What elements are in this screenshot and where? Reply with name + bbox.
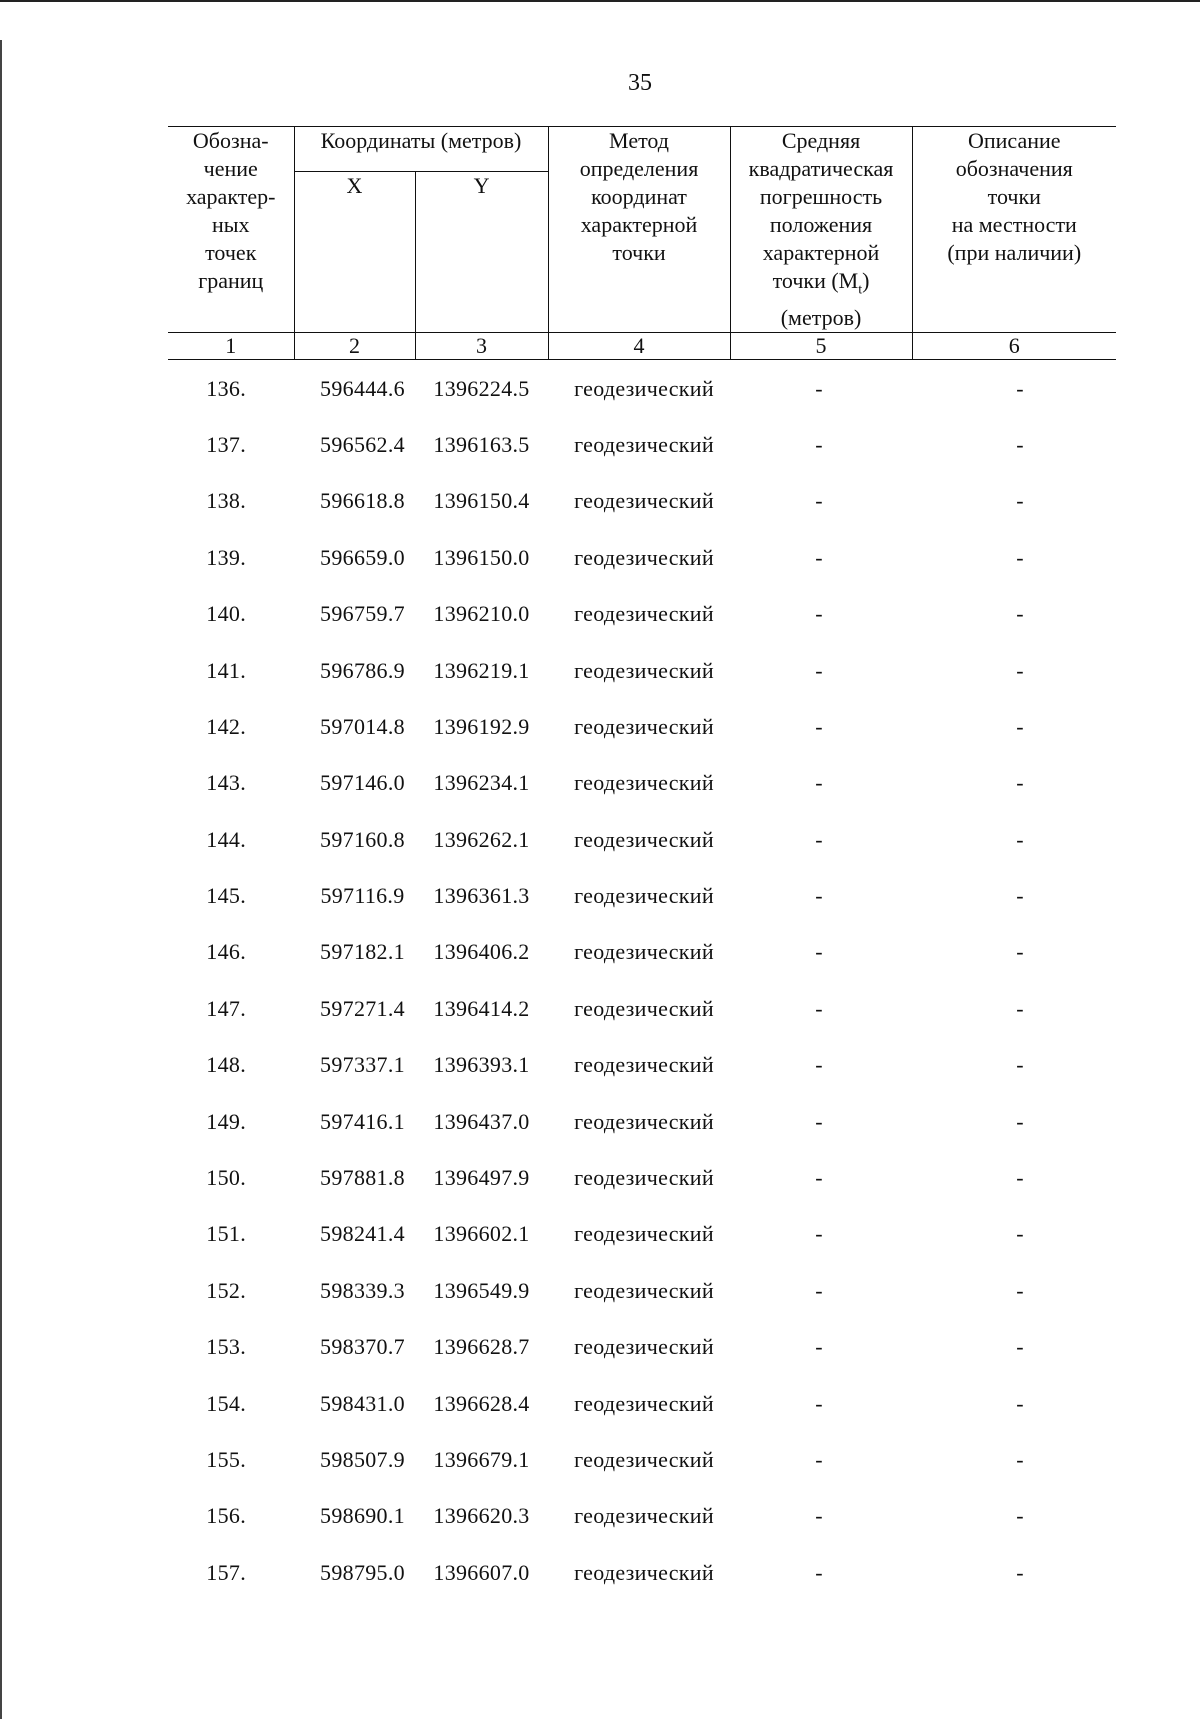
table-row bbox=[168, 1432, 1116, 1488]
table-row bbox=[168, 1375, 1116, 1431]
point-number-cell: 147. bbox=[206, 995, 246, 1021]
header-coordinates-group: Координаты (метров) bbox=[294, 127, 548, 172]
point-number-cell: 137. bbox=[206, 431, 246, 457]
point-number-cell: 149. bbox=[206, 1108, 246, 1134]
column-number: 1 bbox=[168, 333, 294, 360]
coord-x-cell: 596562.4 bbox=[320, 431, 405, 457]
method-cell: геодезический bbox=[574, 1334, 714, 1360]
description-cell: - bbox=[1016, 1052, 1024, 1078]
point-number-cell: 138. bbox=[206, 488, 246, 514]
coord-y-cell: 1396393.1 bbox=[433, 1052, 530, 1078]
coord-x-cell: 597182.1 bbox=[320, 939, 405, 965]
description-cell: - bbox=[1016, 1277, 1024, 1303]
coord-x-cell: 596786.9 bbox=[320, 657, 405, 683]
coord-y-cell: 1396163.5 bbox=[433, 431, 530, 457]
page-top-border bbox=[0, 0, 1200, 2]
table-row bbox=[168, 868, 1116, 924]
mean-square-error-cell: - bbox=[815, 826, 823, 852]
coord-x-cell: 596659.0 bbox=[320, 544, 405, 570]
point-number-cell: 156. bbox=[206, 1503, 246, 1529]
mean-square-error-cell: - bbox=[815, 1447, 823, 1472]
column-number: 3 bbox=[415, 333, 548, 360]
method-cell: геодезический bbox=[574, 1165, 714, 1191]
mean-square-error-cell: - bbox=[815, 770, 823, 796]
coord-x-cell: 597337.1 bbox=[320, 1052, 405, 1078]
page-number-text: 35 bbox=[628, 70, 652, 96]
table-row bbox=[168, 360, 1116, 417]
method-cell: геодезический bbox=[574, 1559, 714, 1585]
description-cell: - bbox=[1016, 657, 1024, 683]
method-cell: геодезический bbox=[574, 1390, 714, 1416]
method-cell: геодезический bbox=[574, 883, 714, 909]
method-cell: геодезический bbox=[574, 601, 714, 627]
method-cell: геодезический bbox=[574, 713, 714, 739]
coord-y-cell: 1396679.1 bbox=[433, 1447, 530, 1472]
column-number: 6 bbox=[912, 333, 1116, 360]
method-cell: геодезический bbox=[574, 939, 714, 965]
coord-y-cell: 1396607.0 bbox=[433, 1559, 530, 1585]
coord-x-cell: 598339.3 bbox=[320, 1277, 405, 1303]
point-number-cell: 142. bbox=[206, 713, 246, 739]
point-number-cell: 151. bbox=[206, 1221, 246, 1247]
mean-square-error-cell: - bbox=[815, 431, 823, 457]
coord-x-cell: 598507.9 bbox=[320, 1447, 405, 1472]
description-cell: - bbox=[1016, 713, 1024, 739]
point-number-cell: 148. bbox=[206, 1052, 246, 1078]
header-description: Описание обозначения точки на местности (при наличии) bbox=[912, 127, 1116, 333]
method-cell: геодезический bbox=[574, 1277, 714, 1303]
coord-x-cell: 597271.4 bbox=[320, 995, 405, 1021]
coord-x-cell: 598370.7 bbox=[320, 1334, 405, 1360]
mean-square-error-cell: - bbox=[815, 1277, 823, 1303]
mean-square-error-cell: - bbox=[815, 375, 823, 401]
coord-x-cell: 596759.7 bbox=[320, 601, 405, 627]
mean-square-error-cell: - bbox=[815, 1165, 823, 1191]
header-x: X bbox=[294, 172, 415, 333]
coord-y-cell: 1396602.1 bbox=[433, 1221, 530, 1247]
coord-y-cell: 1396406.2 bbox=[433, 939, 530, 965]
description-cell: - bbox=[1016, 883, 1024, 909]
coord-y-cell: 1396210.0 bbox=[433, 601, 530, 627]
point-number-cell: 146. bbox=[206, 939, 246, 965]
coord-y-cell: 1396361.3 bbox=[433, 883, 530, 909]
point-number-cell: 141. bbox=[206, 657, 246, 683]
coord-x-cell: 598690.1 bbox=[320, 1503, 405, 1529]
table-row bbox=[168, 699, 1116, 755]
header-mean-square-error: Средняя квадратическая погрешность положения характерной точки $(M_t)$ (метров) bbox=[730, 127, 912, 333]
description-cell: - bbox=[1016, 601, 1024, 627]
coord-y-cell: 1396234.1 bbox=[433, 770, 530, 796]
mean-square-error-cell: - bbox=[815, 657, 823, 683]
description-cell: - bbox=[1016, 1334, 1024, 1360]
coord-x-cell: 596444.6 bbox=[320, 375, 405, 401]
description-cell: - bbox=[1016, 1503, 1024, 1529]
method-cell: геодезический bbox=[574, 826, 714, 852]
table-row bbox=[168, 1206, 1116, 1262]
coord-y-cell: 1396628.7 bbox=[433, 1334, 530, 1360]
coord-y-cell: 1396414.2 bbox=[433, 995, 530, 1021]
table-row bbox=[168, 417, 1116, 473]
point-number-cell: 136. bbox=[206, 375, 246, 401]
point-number-cell: 143. bbox=[206, 770, 246, 796]
table-row bbox=[168, 586, 1116, 642]
mean-square-error-cell: - bbox=[815, 1559, 823, 1585]
description-cell: - bbox=[1016, 431, 1024, 457]
coord-x-cell: 597160.8 bbox=[320, 826, 405, 852]
method-cell: геодезический bbox=[574, 1052, 714, 1078]
method-cell: геодезический bbox=[574, 544, 714, 570]
table-row bbox=[168, 1545, 1116, 1601]
point-number-cell: 152. bbox=[206, 1277, 246, 1303]
column-number: 5 bbox=[730, 333, 912, 360]
table-row bbox=[168, 1037, 1116, 1093]
header-y: Y bbox=[415, 172, 548, 333]
table-row bbox=[168, 755, 1116, 811]
coord-y-cell: 1396224.5 bbox=[433, 375, 530, 401]
mean-square-error-cell: - bbox=[815, 1108, 823, 1134]
description-cell: - bbox=[1016, 544, 1024, 570]
mean-square-error-cell: - bbox=[815, 1052, 823, 1078]
coord-y-cell: 1396150.0 bbox=[433, 544, 530, 570]
mean-square-error-cell: - bbox=[815, 995, 823, 1021]
mean-square-error-cell: - bbox=[815, 1334, 823, 1360]
description-cell: - bbox=[1016, 488, 1024, 514]
coord-x-cell: 597146.0 bbox=[320, 770, 405, 796]
header-point-designation: Обозна- чение характер- ных точек границ bbox=[168, 127, 294, 333]
point-number-cell: 145. bbox=[206, 883, 246, 909]
table-row bbox=[168, 1319, 1116, 1375]
coord-x-cell: 598241.4 bbox=[320, 1221, 405, 1247]
point-number-cell: 157. bbox=[206, 1559, 246, 1585]
description-cell: - bbox=[1016, 826, 1024, 852]
table-header bbox=[168, 127, 1116, 360]
column-number: 4 bbox=[548, 333, 730, 360]
column-numbers-row bbox=[168, 333, 1116, 360]
description-cell: - bbox=[1016, 1447, 1024, 1472]
point-number-cell: 140. bbox=[206, 601, 246, 627]
table-body bbox=[168, 360, 1116, 1601]
table-row bbox=[168, 1093, 1116, 1149]
point-number-cell: 154. bbox=[206, 1390, 246, 1416]
mean-square-error-cell: - bbox=[815, 488, 823, 514]
method-cell: геодезический bbox=[574, 1503, 714, 1529]
method-cell: геодезический bbox=[574, 770, 714, 796]
coord-x-cell: 598795.0 bbox=[320, 1559, 405, 1585]
coord-x-cell: 596618.8 bbox=[320, 488, 405, 514]
column-number: 2 bbox=[294, 333, 415, 360]
method-cell: геодезический bbox=[574, 657, 714, 683]
point-number-cell: 153. bbox=[206, 1334, 246, 1360]
coord-y-cell: 1396192.9 bbox=[433, 713, 530, 739]
method-cell: геодезический bbox=[574, 1447, 714, 1472]
coord-x-cell: 597116.9 bbox=[320, 883, 405, 909]
method-cell: геодезический bbox=[574, 488, 714, 514]
method-cell: геодезический bbox=[574, 431, 714, 457]
point-number-cell: 155. bbox=[206, 1447, 246, 1472]
description-cell: - bbox=[1016, 1221, 1024, 1247]
coord-y-cell: 1396262.1 bbox=[433, 826, 530, 852]
coord-x-cell: 597416.1 bbox=[320, 1108, 405, 1134]
table-row bbox=[168, 530, 1116, 586]
description-cell: - bbox=[1016, 995, 1024, 1021]
mean-square-error-cell: - bbox=[815, 601, 823, 627]
table-row bbox=[168, 981, 1116, 1037]
mean-square-error-cell: - bbox=[815, 939, 823, 965]
table-row bbox=[168, 924, 1116, 980]
mean-square-error-cell: - bbox=[815, 883, 823, 909]
method-cell: геодезический bbox=[574, 1108, 714, 1134]
coord-y-cell: 1396150.4 bbox=[433, 488, 530, 514]
method-cell: геодезический bbox=[574, 375, 714, 401]
coord-x-cell: 598431.0 bbox=[320, 1390, 405, 1416]
table-row bbox=[168, 812, 1116, 868]
boundary-points-table bbox=[168, 126, 1116, 1601]
coord-y-cell: 1396497.9 bbox=[433, 1165, 530, 1191]
coord-y-cell: 1396549.9 bbox=[433, 1277, 530, 1303]
mean-square-error-cell: - bbox=[815, 1221, 823, 1247]
description-cell: - bbox=[1016, 1165, 1024, 1191]
mean-square-error-cell: - bbox=[815, 1390, 823, 1416]
header-method: Метод определения координат характерной точки bbox=[548, 127, 730, 333]
coord-y-cell: 1396628.4 bbox=[433, 1390, 530, 1416]
table-row bbox=[168, 473, 1116, 529]
description-cell: - bbox=[1016, 375, 1024, 401]
point-number-cell: 139. bbox=[206, 544, 246, 570]
point-number-cell: 150. bbox=[206, 1165, 246, 1191]
point-number-cell: 144. bbox=[206, 826, 246, 852]
coord-x-cell: 597881.8 bbox=[320, 1165, 405, 1191]
description-cell: - bbox=[1016, 1108, 1024, 1134]
page-left-border bbox=[0, 40, 2, 1719]
mean-square-error-cell: - bbox=[815, 1503, 823, 1529]
table-row bbox=[168, 1488, 1116, 1544]
table-row bbox=[168, 642, 1116, 698]
mean-square-error-cell: - bbox=[815, 544, 823, 570]
coord-x-cell: 597014.8 bbox=[320, 713, 405, 739]
description-cell: - bbox=[1016, 770, 1024, 796]
coord-y-cell: 1396620.3 bbox=[433, 1503, 530, 1529]
coord-y-cell: 1396437.0 bbox=[433, 1108, 530, 1134]
description-cell: - bbox=[1016, 1390, 1024, 1416]
method-cell: геодезический bbox=[574, 1221, 714, 1247]
mean-square-error-cell: - bbox=[815, 713, 823, 739]
description-cell: - bbox=[1016, 1559, 1024, 1585]
coord-y-cell: 1396219.1 bbox=[433, 657, 530, 683]
description-cell: - bbox=[1016, 939, 1024, 965]
table-row bbox=[168, 1263, 1116, 1319]
table-row bbox=[168, 1150, 1116, 1206]
method-cell: геодезический bbox=[574, 995, 714, 1021]
